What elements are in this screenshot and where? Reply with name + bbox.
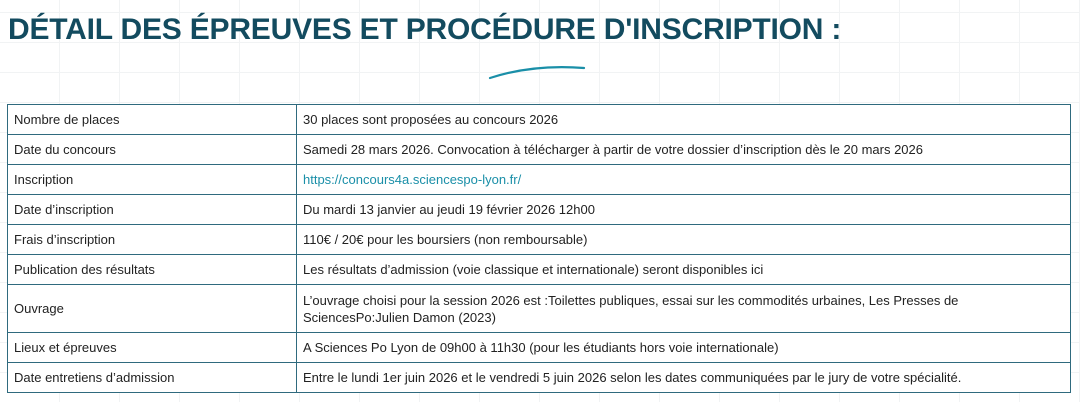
row-value: Les résultats d’admission (voie classique et internationale) seront disponibles ici xyxy=(297,255,1071,285)
table-row xyxy=(8,225,1071,255)
row-label: Inscription xyxy=(8,165,297,195)
page-title: DÉTAIL DES ÉPREUVES ET PROCÉDURE D'INSCRIPTION : xyxy=(8,13,842,46)
table-row xyxy=(8,165,1071,195)
row-label: Lieux et épreuves xyxy=(8,333,297,363)
table-row xyxy=(8,135,1071,165)
table-row xyxy=(8,333,1071,363)
row-label: Date du concours xyxy=(8,135,297,165)
table-row xyxy=(8,195,1071,225)
row-label: Frais d’inscription xyxy=(8,225,297,255)
table-row xyxy=(8,105,1071,135)
row-value: 30 places sont proposées au concours 2026 xyxy=(297,105,1071,135)
row-value: 110€ / 20€ pour les boursiers (non remboursable) xyxy=(297,225,1071,255)
row-value: A Sciences Po Lyon de 09h00 à 11h30 (pour les étudiants hors voie internationale) xyxy=(297,333,1071,363)
row-value: Entre le lundi 1er juin 2026 et le vendredi 5 juin 2026 selon les dates communiquées par le jury de votre spécialité. xyxy=(297,363,1071,393)
table-row xyxy=(8,285,1071,333)
info-table xyxy=(7,104,1071,393)
row-label: Publication des résultats xyxy=(8,255,297,285)
inscription-link[interactable]: https://concours4a.sciencespo-lyon.fr/ xyxy=(303,172,522,187)
row-label: Date d’inscription xyxy=(8,195,297,225)
row-label: Nombre de places xyxy=(8,105,297,135)
row-value: Du mardi 13 janvier au jeudi 19 février 2026 12h00 xyxy=(297,195,1071,225)
row-value: L’ouvrage choisi pour la session 2026 est :Toilettes publiques, essai sur les commodités urbaines, Les Presses de SciencesPo:Julien Damon (2023) xyxy=(297,285,1071,333)
title-underline-swoosh xyxy=(488,62,586,82)
table-row xyxy=(8,363,1071,393)
row-label: Date entretiens d’admission xyxy=(8,363,297,393)
row-value: Samedi 28 mars 2026. Convocation à télécharger à partir de votre dossier d’inscription dès le 20 mars 2026 xyxy=(297,135,1071,165)
row-label: Ouvrage xyxy=(8,285,297,333)
row-value xyxy=(297,165,1071,195)
table-row xyxy=(8,255,1071,285)
